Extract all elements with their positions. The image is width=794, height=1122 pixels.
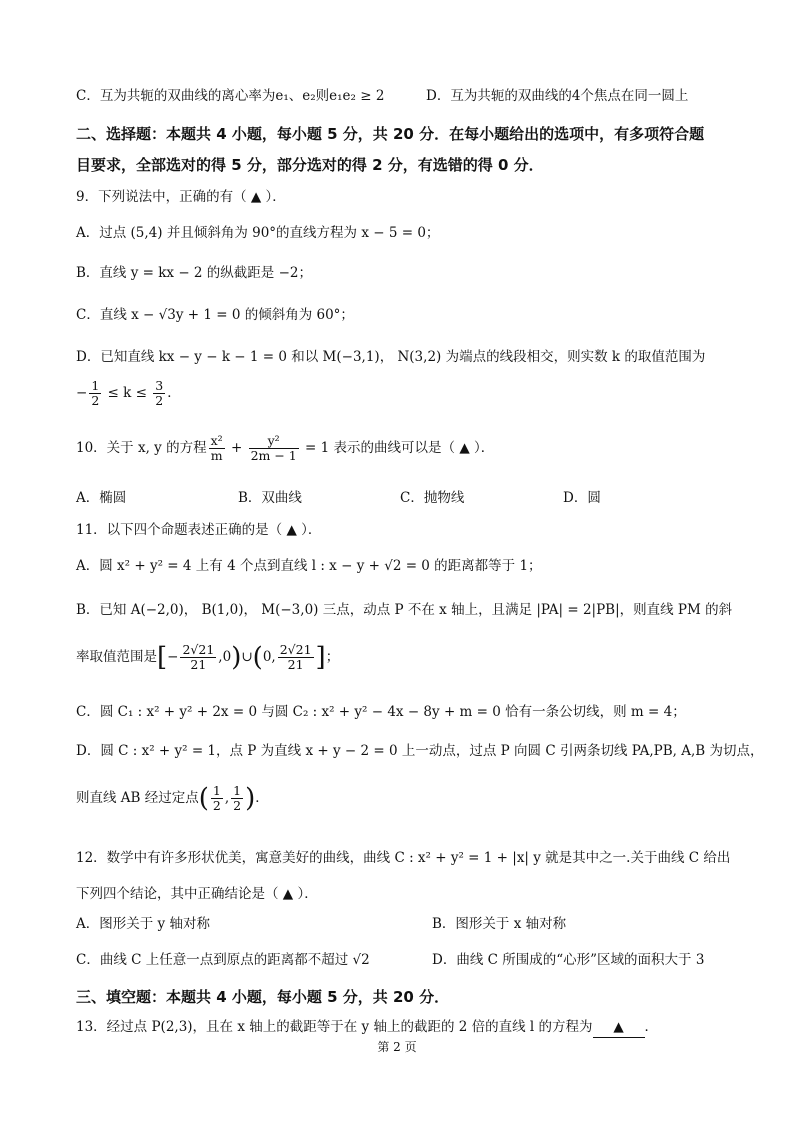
q11-b-mid: ,0	[218, 649, 232, 665]
q9-d-fraction-2	[153, 379, 165, 408]
q11-b-f1-num: 2√21	[182, 642, 215, 657]
q9-option-a: A．过点 (5,4) 并且倾斜角为 90°的直线方程为 x − 5 = 0；	[76, 225, 440, 241]
q11-b-union: ∪	[241, 649, 253, 665]
q11-b-right-bracket: ]	[315, 642, 326, 673]
q11-d-comma: ,	[224, 790, 230, 806]
page-number: 第 2 页	[377, 1040, 417, 1054]
q11-option-a: A．圆 x² + y² = 4 上有 4 个点到直线 l : x − y + √2 = 0 的距离都等于 1；	[76, 558, 542, 574]
q11-b-pre: 率取值范围是	[76, 649, 157, 665]
option-d-top: D．互为共轭的双曲线的4个焦点在同一圆上	[426, 88, 689, 104]
q11-d-f2-num: 1	[233, 783, 242, 798]
q11-d-f2-den: 2	[233, 798, 242, 813]
q10-f1-num: x²	[210, 433, 223, 448]
q11-d-f1-den: 2	[212, 798, 221, 813]
q9-option-d-range	[76, 378, 181, 408]
q10-plus: +	[226, 440, 247, 456]
q11-d-left-paren: (	[198, 783, 209, 814]
q9-option-c: C．直线 x − √3y + 1 = 0 的倾斜角为 60°；	[76, 307, 354, 323]
q11-d-right-paren: )	[245, 783, 256, 814]
q11-option-b-range	[76, 640, 339, 675]
q10-f2-den: 2m − 1	[250, 448, 297, 463]
q12-option-c: C．曲线 C 上任意一点到原点的距离都不超过 √2	[76, 952, 370, 968]
q9-d-f1-den: 2	[91, 393, 100, 408]
q11-stem: 11．以下四个命题表述正确的是（ ▲ ）．	[76, 522, 322, 538]
q10-post: = 1 表示的曲线可以是（ ▲ ）．	[300, 440, 495, 456]
option-c-top: C．互为共轭的双曲线的离心率为e₁、e₂则e₁e₂ ≥ 2	[76, 88, 385, 104]
q9-option-d: D．已知直线 kx − y − k − 1 = 0 和以 M(−3,1)， N(3,2) 为端点的线段相交，则实数 k 的取值范围为	[76, 349, 706, 365]
q11-b-f2-num: 2√21	[279, 642, 312, 657]
q10-option-a: A．椭圆	[76, 490, 127, 506]
section2-heading-line2: 目要求，全部选对的得 5 分，部分选对的得 2 分，有选错的得 0 分．	[76, 156, 544, 174]
q11-b-zero: 0,	[262, 649, 276, 665]
q11-b-minus: −	[167, 649, 179, 665]
q11-d-pre: 则直线 AB 经过定点	[76, 790, 199, 806]
q13-end: ．	[644, 1019, 659, 1035]
section2-heading-line1: 二、选择题：本题共 4 小题，每小题 5 分，共 20 分．在每小题给出的选项中，有多项符合题	[76, 125, 705, 143]
q11-b-fraction-1	[180, 643, 216, 672]
q9-d-fraction-1	[89, 379, 101, 408]
q11-b-f2-den: 21	[287, 657, 304, 672]
q13-text	[76, 1017, 658, 1038]
q11-b-right-paren: )	[231, 642, 242, 673]
q11-b-fraction-2	[278, 643, 314, 672]
q11-d-f1-num: 1	[212, 783, 221, 798]
q12-stem-line2: 下列四个结论，其中正确结论是（ ▲ ）．	[76, 886, 318, 902]
q12-option-d: D．曲线 C 所围成的“心形”区域的面积大于 3	[432, 952, 705, 968]
q10-option-b: B．双曲线	[238, 490, 302, 506]
q9-d-f1-num: 1	[91, 378, 100, 393]
q10-f2-num: y²	[249, 434, 299, 449]
q9-d-end: ．	[167, 385, 181, 401]
q9-d-f2-num: 3	[155, 378, 164, 393]
q12-option-a: A．图形关于 y 轴对称	[76, 916, 210, 932]
section3-heading: 三、填空题：本题共 4 小题，每小题 5 分，共 20 分．	[76, 988, 450, 1006]
q11-b-left-paren: (	[252, 642, 263, 673]
q13-answer-blank: ▲	[593, 1017, 645, 1038]
q9-d-minus: −	[76, 385, 88, 401]
q12-stem-line1: 12．数学中有许多形状优美，寓意美好的曲线，曲线 C : x² + y² = 1 + |x| y 就是其中之一.关于曲线 C 给出	[76, 850, 731, 866]
q10-option-c: C．抛物线	[400, 490, 465, 506]
q10-option-d: D．圆	[563, 490, 601, 506]
q11-option-c: C．圆 C₁ : x² + y² + 2x = 0 与圆 C₂ : x² + y² − 4x − 8y + m = 0 恰有一条公切线，则 m = 4；	[76, 704, 686, 720]
q11-b-end: ；	[325, 649, 340, 665]
q10-stem	[76, 433, 494, 463]
q10-fraction-2	[249, 434, 299, 463]
q11-option-d: D．圆 C : x² + y² = 1，点 P 为直线 x + y − 2 = 0 上一动点，过点 P 向圆 C 引两条切线 PA,PB, A,B 为切点，	[76, 743, 764, 759]
q10-f1-den: m	[210, 448, 223, 463]
q10-fraction-1	[209, 434, 225, 463]
q10-pre: 10．关于 x, y 的方程	[76, 440, 207, 456]
q11-option-d-point	[76, 778, 269, 819]
q9-d-mid: ≤ k ≤	[103, 385, 152, 401]
q11-d-fraction-1	[211, 784, 223, 813]
q12-option-b: B．图形关于 x 轴对称	[432, 916, 567, 932]
q13-stem: 13．经过点 P(2,3)，且在 x 轴上的截距等于在 y 轴上的截距的 2 倍的直线 l 的方程为	[76, 1019, 593, 1035]
q9-d-f2-den: 2	[155, 393, 164, 408]
q11-option-b: B．已知 A(−2,0)， B(1,0)， M(−3,0) 三点，动点 P 不在 x 轴上，且满足 |PA| = 2|PB|，则直线 PM 的斜	[76, 602, 733, 618]
q9-stem: 9．下列说法中，正确的有（ ▲ ）．	[76, 189, 286, 205]
q9-option-b: B．直线 y = kx − 2 的纵截距是 −2；	[76, 265, 312, 281]
q11-d-end: ．	[255, 790, 269, 806]
q11-d-fraction-2	[231, 784, 243, 813]
q11-b-f1-den: 21	[190, 657, 207, 672]
q11-b-left-bracket: [	[157, 642, 168, 673]
